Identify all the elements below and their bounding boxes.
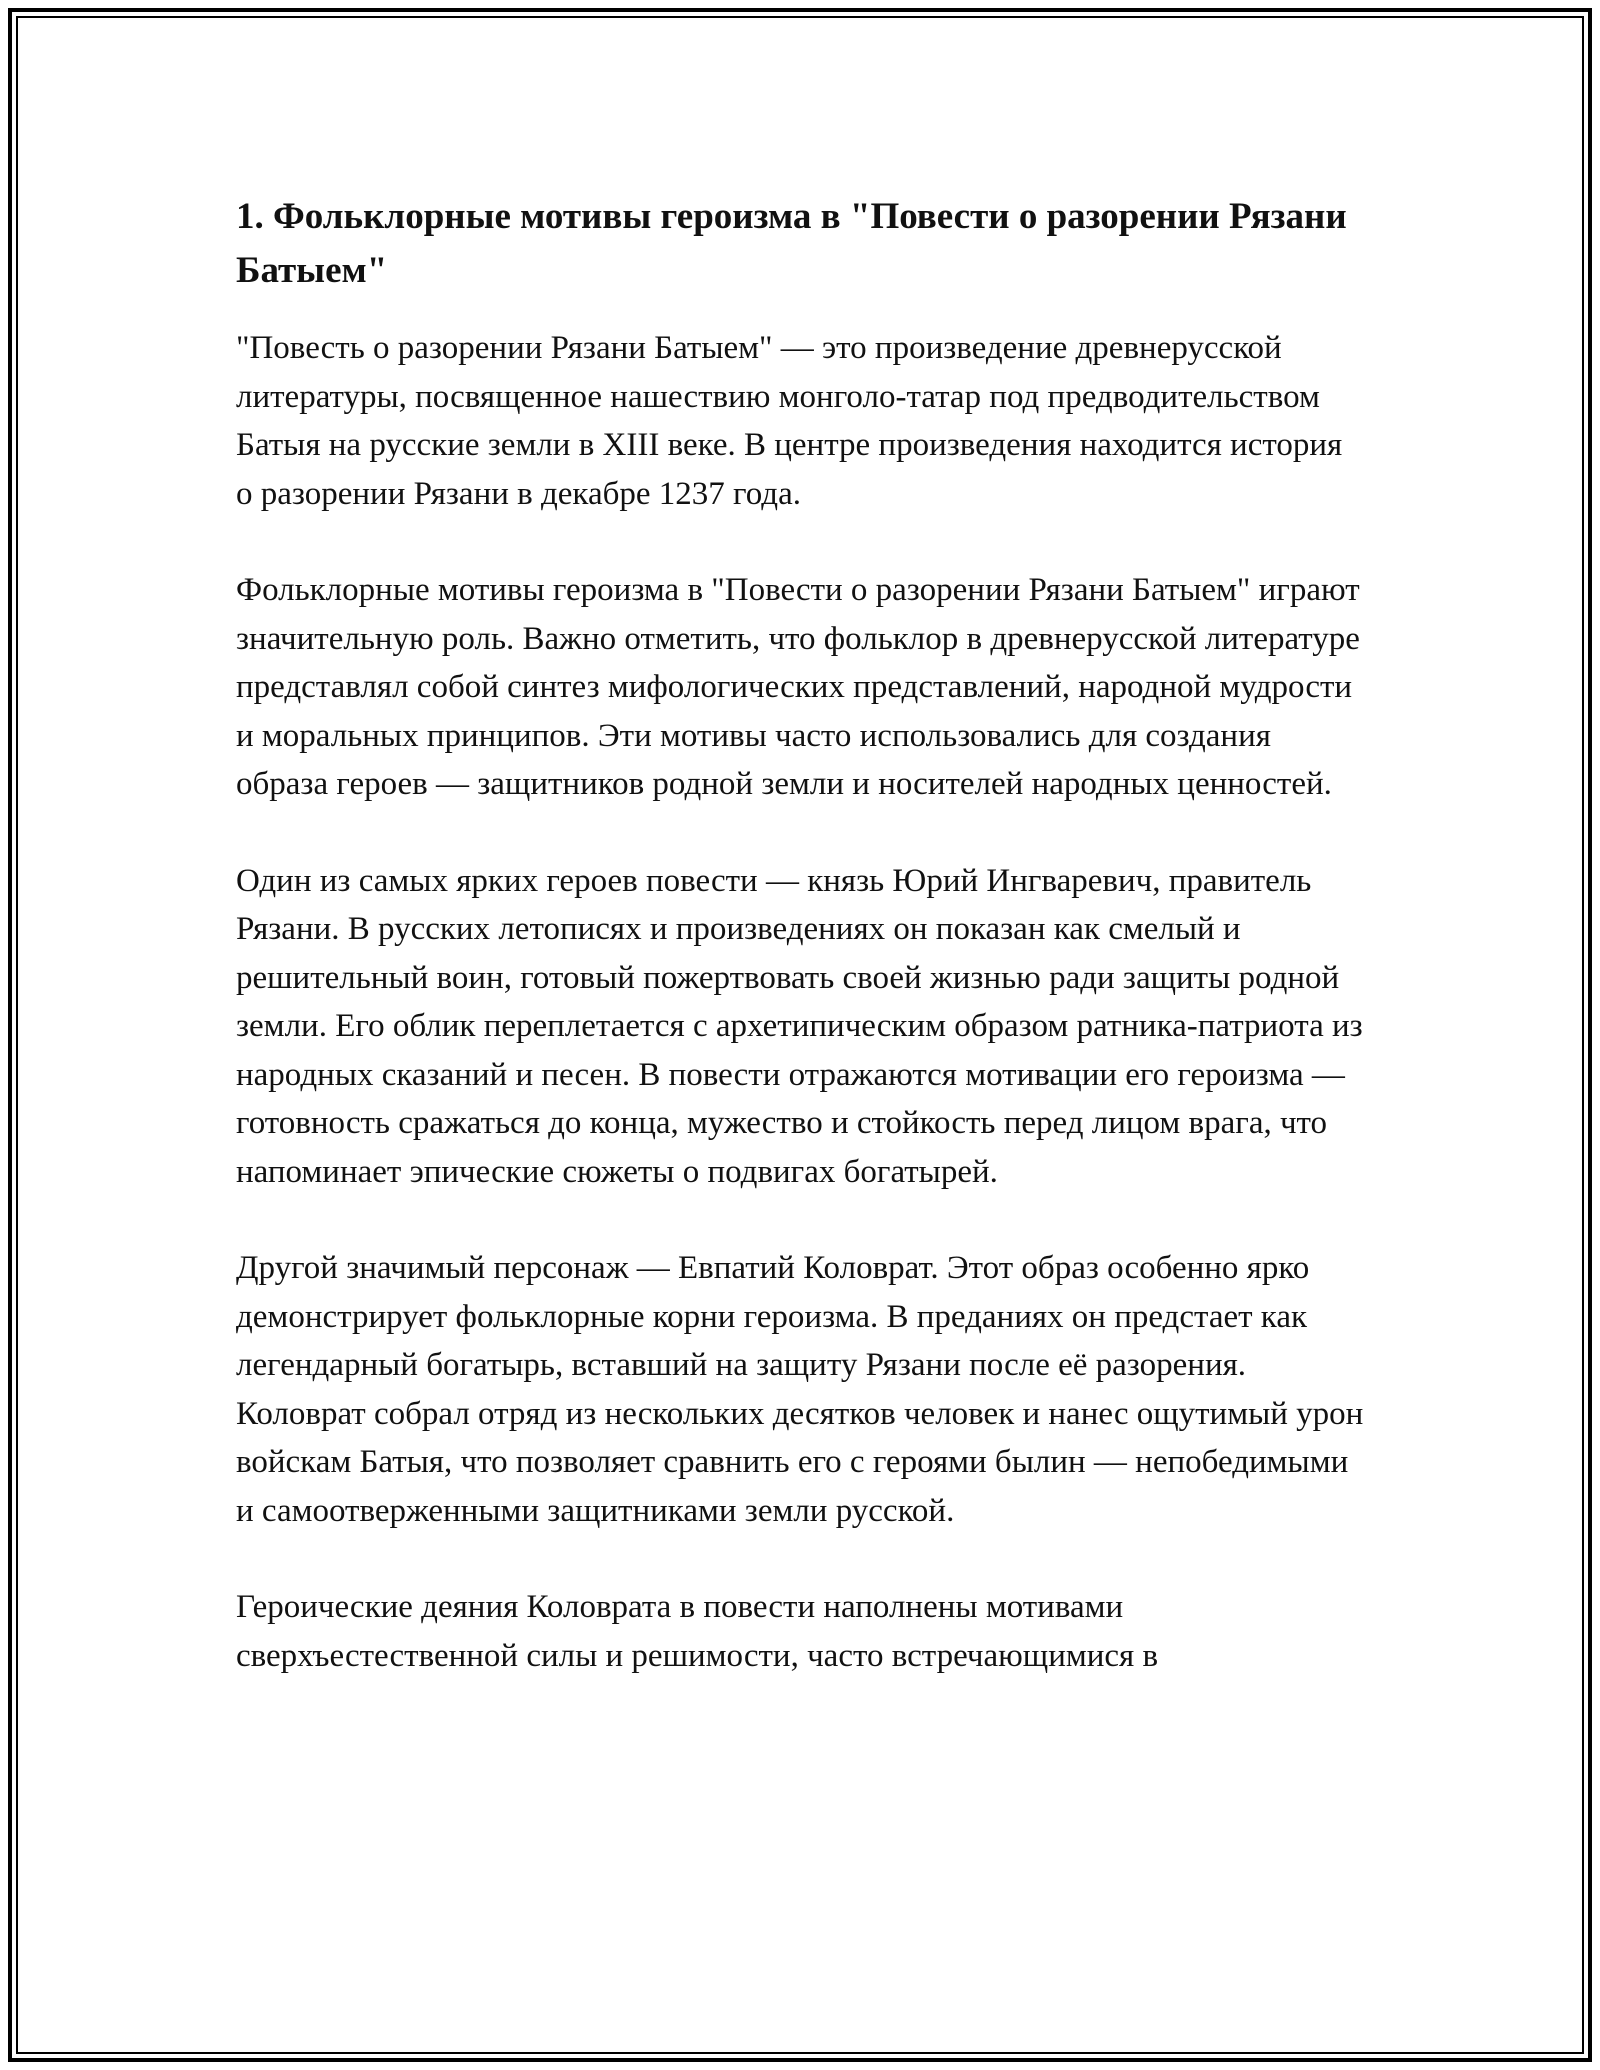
document-body	[236, 190, 1366, 1728]
paragraph-kolovrat-deeds: Героические деяния Коловрата в повести наполнены мотивами сверхъестественной силы и решимости, часто встречающимися в	[236, 1589, 1159, 1674]
paragraph-intro: "Повесть о разорении Рязани Батыем" — это произведение древнерусской литературы, посвященное нашествию монголо-татар под предводительством Батыя на русские земли в XIII веке. В центре произведения находится история о разорении Рязани в декабре 1237 года.	[236, 330, 1343, 512]
paragraph-evpatiy-kolovrat: Другой значимый персонаж — Евпатий Коловрат. Этот образ особенно ярко демонстрирует фольклорные корни героизма. В преданиях он предстает как легендарный богатырь, вставший на защиту Рязани после её разорения. Коловрат собрал отряд из нескольких десятков человек и нанес ощутимый урон войскам Батыя, что позволяет сравнить его с героями былин — непобедимыми и самоотверженными защитниками земли русской.	[236, 1250, 1364, 1529]
section-heading: 1. Фольклорные мотивы героизма в "Повести о разорении Рязани Батыем"	[236, 196, 1347, 291]
paragraph-folklore-motifs: Фольклорные мотивы героизма в "Повести о разорении Рязани Батыем" играют значительную роль. Важно отметить, что фольклор в древнерусской литературе представлял собой синтез мифологических представлений, народной мудрости и моральных принципов. Эти мотивы часто использовались для создания образа героев — защитников родной земли и носителей народных ценностей.	[236, 572, 1360, 802]
paragraph-yuri-ingvarevich: Один из самых ярких героев повести — князь Юрий Ингваревич, правитель Рязани. В русских летописях и произведениях он показан как смелый и решительный воин, готовый пожертвовать своей жизнью ради защиты родной земли. Его облик переплетается с архетипическим образом ратника-патриота из народных сказаний и песен. В повести отражаются мотивации его героизма — готовность сражаться до конца, мужество и стойкость перед лицом врага, что напоминает эпические сюжеты о подвигах богатырей.	[236, 862, 1363, 1190]
